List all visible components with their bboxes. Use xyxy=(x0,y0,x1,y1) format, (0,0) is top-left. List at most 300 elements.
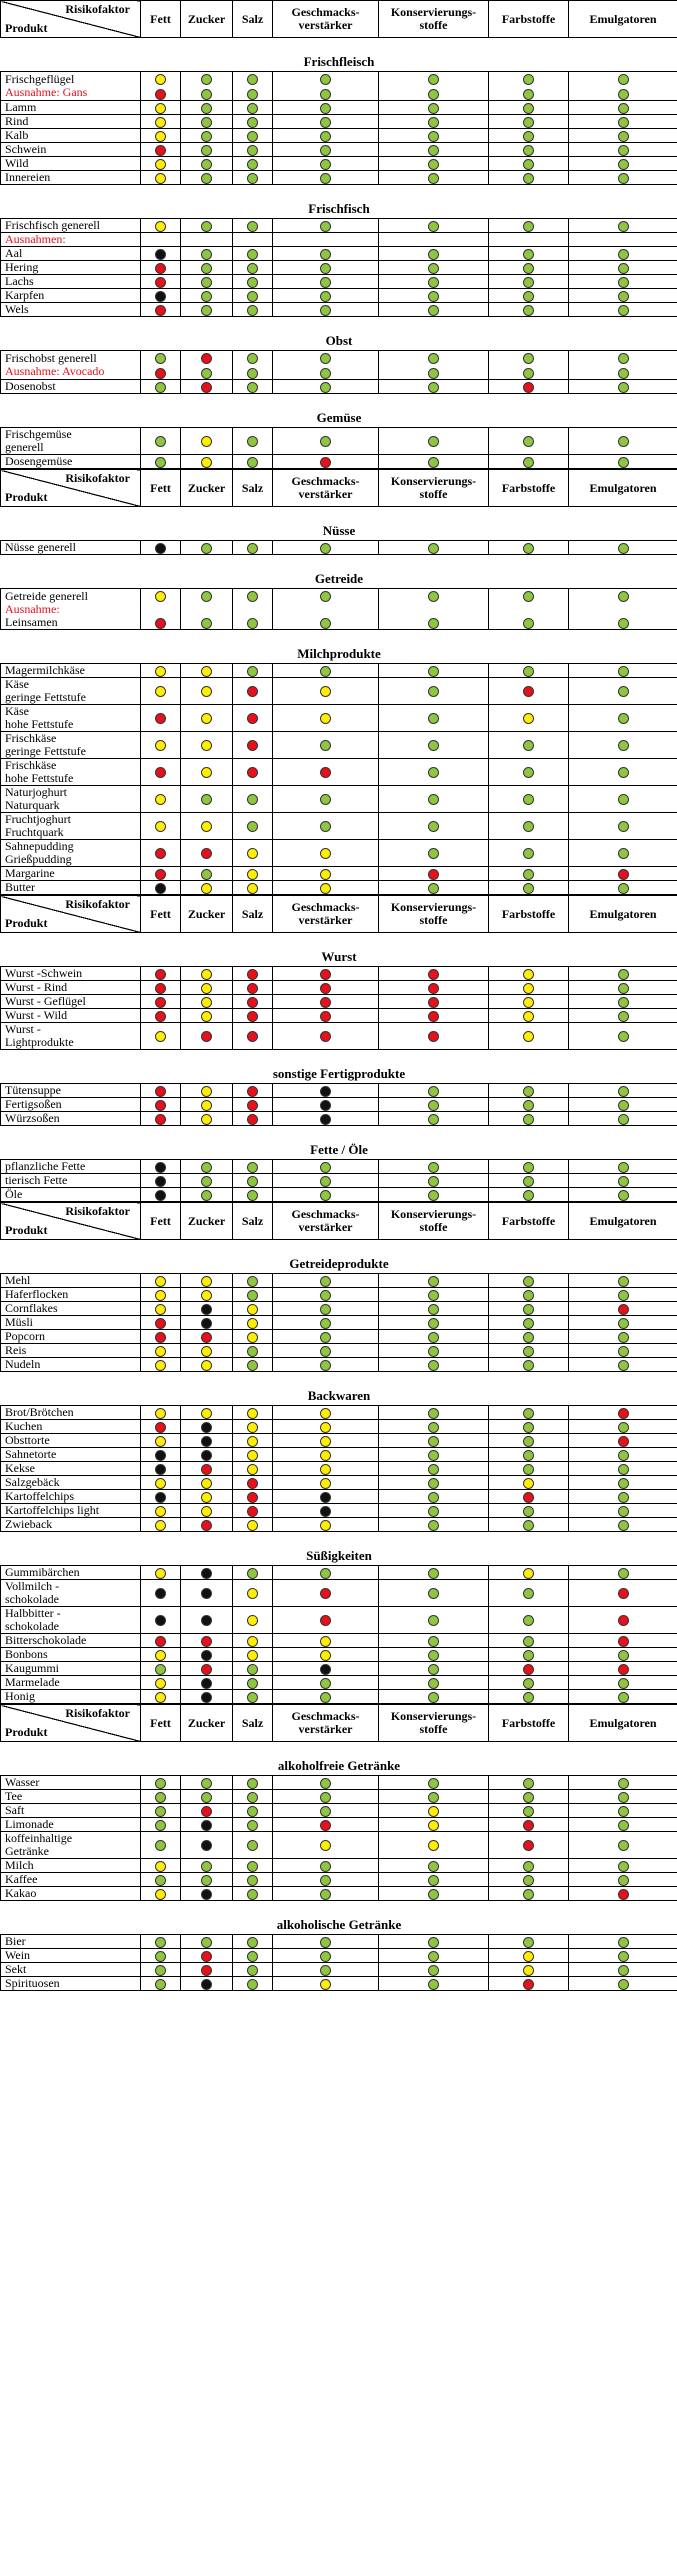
rating-cell xyxy=(273,1977,379,1991)
rating-cell xyxy=(141,1859,181,1873)
rating-dot-green xyxy=(523,1332,534,1343)
rating-cell xyxy=(233,351,273,380)
rating-cell xyxy=(489,1174,569,1188)
rating-dot-red xyxy=(155,145,166,156)
product-name xyxy=(1,247,141,261)
table-row xyxy=(1,1804,677,1818)
rating-cell xyxy=(489,1607,569,1634)
table-row xyxy=(1,1098,677,1112)
rating-dot-green xyxy=(523,1506,534,1517)
rating-dot-red xyxy=(428,969,439,980)
rating-dot-green xyxy=(320,1332,331,1343)
rating-cell xyxy=(489,664,569,678)
rating-cell xyxy=(379,705,489,732)
rating-cell xyxy=(569,1302,677,1316)
rating-dot-red xyxy=(201,1965,212,1976)
table-row xyxy=(1,967,677,981)
table-row xyxy=(1,995,677,1009)
rating-dot-green xyxy=(523,1692,534,1703)
rating-cell xyxy=(489,171,569,185)
table-row xyxy=(1,1518,677,1532)
rating-dot-yellow xyxy=(155,1304,166,1315)
rating-dot-yellow xyxy=(201,767,212,778)
rating-cell xyxy=(379,171,489,185)
rating-cell xyxy=(489,275,569,289)
rating-cell xyxy=(233,275,273,289)
rating-cell xyxy=(569,1662,677,1676)
table-row xyxy=(1,1160,677,1174)
rating-cell xyxy=(141,1566,181,1580)
rating-cell xyxy=(233,1098,273,1112)
product-name xyxy=(1,72,141,101)
product-label-line: Sahnepudding xyxy=(5,839,74,853)
rating-dot-green xyxy=(320,1792,331,1803)
rating-dot-green xyxy=(428,848,439,859)
rating-dot-green xyxy=(247,591,258,602)
table-row xyxy=(1,1566,677,1580)
rating-dot-green xyxy=(320,1778,331,1789)
rating-dot-green xyxy=(428,1636,439,1647)
rating-cell xyxy=(569,1188,677,1202)
rating-dot-red xyxy=(155,1114,166,1125)
table-row xyxy=(1,1009,677,1023)
rating-dot-green xyxy=(428,1422,439,1433)
rating-dot-green xyxy=(618,997,629,1008)
rating-cell xyxy=(181,1607,233,1634)
rating-dot-red xyxy=(247,1478,258,1489)
rating-dot-yellow xyxy=(155,131,166,142)
rating-dot-green xyxy=(523,1176,534,1187)
rating-cell xyxy=(233,219,273,233)
rating-dot-black xyxy=(201,1840,212,1851)
product-name xyxy=(1,1434,141,1448)
rating-cell xyxy=(233,247,273,261)
table-row xyxy=(1,1690,677,1704)
rating-cell xyxy=(141,1832,181,1859)
column-header: Emulgatoren xyxy=(569,1,677,38)
rating-cell xyxy=(181,289,233,303)
rating-dot-yellow xyxy=(155,1360,166,1371)
rating-dot-green xyxy=(155,1820,166,1831)
rating-dot-green xyxy=(247,1360,258,1371)
rating-cell xyxy=(181,275,233,289)
rating-dot-green xyxy=(523,1588,534,1599)
rating-cell xyxy=(489,1434,569,1448)
rating-cell xyxy=(141,1330,181,1344)
rating-cell xyxy=(569,1084,677,1098)
rating-cell xyxy=(181,1859,233,1873)
rating-cell xyxy=(141,428,181,455)
rating-dot-yellow xyxy=(201,457,212,468)
rating-cell xyxy=(141,589,181,630)
product-label-line: Käse xyxy=(5,677,29,691)
column-header: Fett xyxy=(141,1,181,38)
rating-cell xyxy=(141,1174,181,1188)
rating-cell xyxy=(489,1188,569,1202)
rating-cell xyxy=(569,303,677,317)
rating-dot-red xyxy=(523,1820,534,1831)
rating-dot-yellow xyxy=(201,1492,212,1503)
rating-cell xyxy=(489,1887,569,1901)
rating-dot-green xyxy=(428,103,439,114)
rating-cell xyxy=(379,1476,489,1490)
rating-dot-yellow xyxy=(428,1840,439,1851)
rating-cell xyxy=(569,115,677,129)
rating-cell xyxy=(233,1084,273,1098)
rating-dot-green xyxy=(320,145,331,156)
rating-dot-green xyxy=(618,686,629,697)
product-label-line: Hering xyxy=(5,260,39,274)
section-title: Obst xyxy=(1,317,677,351)
rating-dot-green xyxy=(618,794,629,805)
product-label-line: geringe Fettstufe xyxy=(5,744,86,758)
rating-dot-green xyxy=(320,1806,331,1817)
rating-dot-red xyxy=(247,969,258,980)
product-name xyxy=(1,1084,141,1098)
rating-dot-black xyxy=(155,1615,166,1626)
product-name xyxy=(1,351,141,380)
rating-dot-green xyxy=(247,382,258,393)
product-label-line: Gummibärchen xyxy=(5,1565,80,1579)
table-row xyxy=(1,1288,677,1302)
rating-dot-green xyxy=(428,767,439,778)
rating-dot-green xyxy=(428,1332,439,1343)
rating-dot-green xyxy=(618,74,629,85)
rating-dot-red xyxy=(247,713,258,724)
rating-dot-green xyxy=(201,1190,212,1201)
rating-dot-green xyxy=(523,457,534,468)
rating-dot-red xyxy=(523,382,534,393)
product-name xyxy=(1,1316,141,1330)
product-label-line: Lachs xyxy=(5,274,34,288)
section-title: Gemüse xyxy=(1,394,677,428)
rating-cell xyxy=(181,1662,233,1676)
product-label-line: generell xyxy=(5,440,44,454)
rating-dot-green xyxy=(523,1861,534,1872)
rating-cell xyxy=(273,129,379,143)
rating-cell xyxy=(233,101,273,115)
product-label-line: Kalb xyxy=(5,128,29,142)
table-row xyxy=(1,1330,677,1344)
product-label-line: Kaugummi xyxy=(5,1661,59,1675)
product-label-line: Wild xyxy=(5,156,29,170)
column-header: Geschmacks- verstärker xyxy=(273,1705,379,1742)
rating-cell xyxy=(141,759,181,786)
rating-dot-green xyxy=(428,353,439,364)
rating-dot-green xyxy=(320,666,331,677)
rating-dot-green xyxy=(428,1408,439,1419)
table-row xyxy=(1,732,677,759)
column-header: Geschmacks- verstärker xyxy=(273,1203,379,1240)
rating-cell xyxy=(489,589,569,630)
rating-dot-red xyxy=(155,869,166,880)
rating-cell xyxy=(181,1344,233,1358)
risk-factor-label: Risikofaktor xyxy=(65,1204,130,1218)
rating-cell xyxy=(141,732,181,759)
rating-dot-green xyxy=(523,1422,534,1433)
product-label-line: Wein xyxy=(5,1948,31,1962)
rating-cell xyxy=(141,275,181,289)
rating-dot-yellow xyxy=(247,1304,258,1315)
rating-dot-green xyxy=(320,1678,331,1689)
rating-dot-green xyxy=(618,543,629,554)
rating-dot-red xyxy=(201,1464,212,1475)
rating-cell xyxy=(379,1690,489,1704)
rating-cell xyxy=(141,705,181,732)
rating-cell xyxy=(569,1316,677,1330)
rating-dot-green xyxy=(247,277,258,288)
rating-dot-green xyxy=(247,1290,258,1301)
rating-dot-green xyxy=(428,543,439,554)
rating-dot-yellow xyxy=(247,1436,258,1447)
rating-dot-green xyxy=(618,1086,629,1097)
rating-cell xyxy=(141,1009,181,1023)
rating-cell xyxy=(379,1406,489,1420)
rating-dot-black xyxy=(201,1304,212,1315)
rating-cell xyxy=(141,1462,181,1476)
rating-dot-yellow xyxy=(155,666,166,677)
rating-dot-green xyxy=(247,666,258,677)
table-row xyxy=(1,72,677,101)
product-name xyxy=(1,1977,141,1991)
rating-cell xyxy=(141,1607,181,1634)
header-diagonal-cell xyxy=(1,1203,141,1240)
product-label-line: Wurst - Wild xyxy=(5,1008,68,1022)
rating-dot-green xyxy=(201,74,212,85)
rating-cell xyxy=(379,1448,489,1462)
rating-dot-yellow xyxy=(155,740,166,751)
rating-dot-red xyxy=(155,713,166,724)
rating-dot-green xyxy=(155,457,166,468)
rating-cell xyxy=(569,1607,677,1634)
rating-cell xyxy=(141,1406,181,1420)
rating-cell xyxy=(489,129,569,143)
rating-dot-green xyxy=(618,1861,629,1872)
product-label-line: Wurst - xyxy=(5,1022,41,1036)
rating-dot-black xyxy=(201,1588,212,1599)
rating-cell xyxy=(489,1112,569,1126)
rating-dot-green xyxy=(428,740,439,751)
rating-cell xyxy=(273,1859,379,1873)
rating-cell xyxy=(489,732,569,759)
rating-dot-green xyxy=(247,1778,258,1789)
rating-cell xyxy=(273,1174,379,1188)
rating-dot-yellow xyxy=(320,848,331,859)
rating-cell xyxy=(181,867,233,881)
rating-dot-red xyxy=(320,1031,331,1042)
rating-dot-yellow xyxy=(155,117,166,128)
rating-dot-red xyxy=(247,1506,258,1517)
table-row xyxy=(1,1358,677,1372)
rating-cell xyxy=(489,247,569,261)
rating-cell xyxy=(379,1174,489,1188)
rating-cell xyxy=(233,1504,273,1518)
rating-cell xyxy=(379,275,489,289)
rating-cell xyxy=(569,664,677,678)
rating-dot-green xyxy=(618,969,629,980)
rating-cell xyxy=(569,1634,677,1648)
table-row xyxy=(1,1662,677,1676)
exception-label: Ausnahme: xyxy=(5,601,60,616)
rating-cell xyxy=(181,1448,233,1462)
rating-dot-green xyxy=(428,145,439,156)
rating-dot-yellow xyxy=(155,103,166,114)
table-row xyxy=(1,1832,677,1859)
rating-cell xyxy=(569,455,677,469)
rating-cell xyxy=(489,1949,569,1963)
rating-cell xyxy=(181,1160,233,1174)
rating-cell xyxy=(379,1790,489,1804)
rating-dot-green xyxy=(247,1792,258,1803)
rating-cell xyxy=(181,995,233,1009)
product-label-line: Magermilchkäse xyxy=(5,663,85,677)
product-name xyxy=(1,1490,141,1504)
product-label-line: Rind xyxy=(5,114,29,128)
rating-dot-red xyxy=(618,869,629,880)
rating-dot-green xyxy=(428,1861,439,1872)
rating-dot-black xyxy=(201,1820,212,1831)
rating-dot-green xyxy=(247,1965,258,1976)
rating-cell xyxy=(489,1504,569,1518)
table-row xyxy=(1,1490,677,1504)
rating-cell xyxy=(379,840,489,867)
rating-cell xyxy=(233,981,273,995)
rating-cell xyxy=(273,1818,379,1832)
rating-dot-green xyxy=(618,382,629,393)
table-row xyxy=(1,1776,677,1790)
product-label-line: Frischkäse xyxy=(5,731,57,745)
rating-dot-black xyxy=(201,1979,212,1990)
rating-dot-green xyxy=(618,983,629,994)
column-header: Salz xyxy=(233,896,273,933)
rating-cell xyxy=(141,380,181,394)
rating-cell xyxy=(141,101,181,115)
rating-dot-red xyxy=(201,848,212,859)
rating-cell xyxy=(181,1790,233,1804)
rating-dot-green xyxy=(320,618,331,629)
product-name xyxy=(1,233,141,247)
rating-cell xyxy=(181,664,233,678)
product-label-line: Leinsamen xyxy=(5,614,58,629)
table-row xyxy=(1,219,677,233)
table-row xyxy=(1,1476,677,1490)
table-row xyxy=(1,1859,677,1873)
rating-cell xyxy=(273,143,379,157)
product-name xyxy=(1,1566,141,1580)
rating-cell xyxy=(181,351,233,380)
rating-cell xyxy=(181,1935,233,1949)
rating-dot-yellow xyxy=(320,1840,331,1851)
product-label-line: Dosengemüse xyxy=(5,454,73,468)
rating-cell xyxy=(181,1009,233,1023)
rating-cell xyxy=(273,1160,379,1174)
rating-cell xyxy=(141,840,181,867)
rating-dot-red xyxy=(155,1332,166,1343)
rating-dot-yellow xyxy=(155,1650,166,1661)
rating-dot-green xyxy=(320,1318,331,1329)
rating-dot-yellow xyxy=(247,1650,258,1661)
rating-dot-green xyxy=(523,767,534,778)
rating-dot-red xyxy=(155,1636,166,1647)
rating-dot-black xyxy=(201,1692,212,1703)
table-row xyxy=(1,115,677,129)
rating-dot-green xyxy=(428,1965,439,1976)
rating-cell xyxy=(181,219,233,233)
rating-cell xyxy=(489,1804,569,1818)
rating-cell xyxy=(489,840,569,867)
rating-cell xyxy=(181,1634,233,1648)
table-row xyxy=(1,289,677,303)
rating-cell xyxy=(233,1288,273,1302)
rating-dot-green xyxy=(247,1840,258,1851)
header-diagonal-cell xyxy=(1,1,141,38)
rating-dot-green xyxy=(247,131,258,142)
rating-dot-green xyxy=(618,1318,629,1329)
rating-cell xyxy=(273,1009,379,1023)
rating-cell xyxy=(569,1935,677,1949)
product-name xyxy=(1,541,141,555)
rating-dot-yellow xyxy=(428,1806,439,1817)
product-name xyxy=(1,261,141,275)
rating-cell xyxy=(379,1302,489,1316)
header-diagonal-cell xyxy=(1,896,141,933)
rating-cell xyxy=(273,881,379,895)
rating-cell xyxy=(489,541,569,555)
rating-cell xyxy=(233,1448,273,1462)
rating-cell xyxy=(489,1098,569,1112)
rating-dot-green xyxy=(320,591,331,602)
rating-cell xyxy=(273,1288,379,1302)
product-label-line: Dosenobst xyxy=(5,379,56,393)
rating-dot-green xyxy=(523,159,534,170)
rating-dot-green xyxy=(523,1346,534,1357)
rating-dot-green xyxy=(247,543,258,554)
rating-dot-yellow xyxy=(201,969,212,980)
rating-cell xyxy=(569,289,677,303)
rating-dot-green xyxy=(155,1965,166,1976)
product-name xyxy=(1,1462,141,1476)
rating-cell xyxy=(181,303,233,317)
rating-cell xyxy=(233,1174,273,1188)
rating-cell xyxy=(379,881,489,895)
rating-cell xyxy=(489,678,569,705)
column-header: Emulgatoren xyxy=(569,1705,677,1742)
rating-dot-green xyxy=(320,1276,331,1287)
rating-dot-red xyxy=(155,89,166,100)
rating-cell xyxy=(569,72,677,101)
rating-dot-green xyxy=(428,1692,439,1703)
rating-cell xyxy=(273,1188,379,1202)
rating-cell xyxy=(273,171,379,185)
product-name xyxy=(1,115,141,129)
rating-dot-green xyxy=(428,159,439,170)
rating-cell xyxy=(569,428,677,455)
rating-dot-green xyxy=(247,159,258,170)
product-name xyxy=(1,1634,141,1648)
rating-dot-green xyxy=(428,173,439,184)
rating-cell xyxy=(273,101,379,115)
rating-dot-yellow xyxy=(155,1346,166,1357)
product-label-line: Kakao xyxy=(5,1886,37,1900)
column-header: Zucker xyxy=(181,896,233,933)
rating-dot-green xyxy=(428,74,439,85)
product-label-line: Fruchtquark xyxy=(5,825,64,839)
product-name xyxy=(1,1662,141,1676)
rating-cell xyxy=(233,428,273,455)
rating-cell xyxy=(273,247,379,261)
rating-cell xyxy=(273,759,379,786)
product-label-line: Sekt xyxy=(5,1962,27,1976)
